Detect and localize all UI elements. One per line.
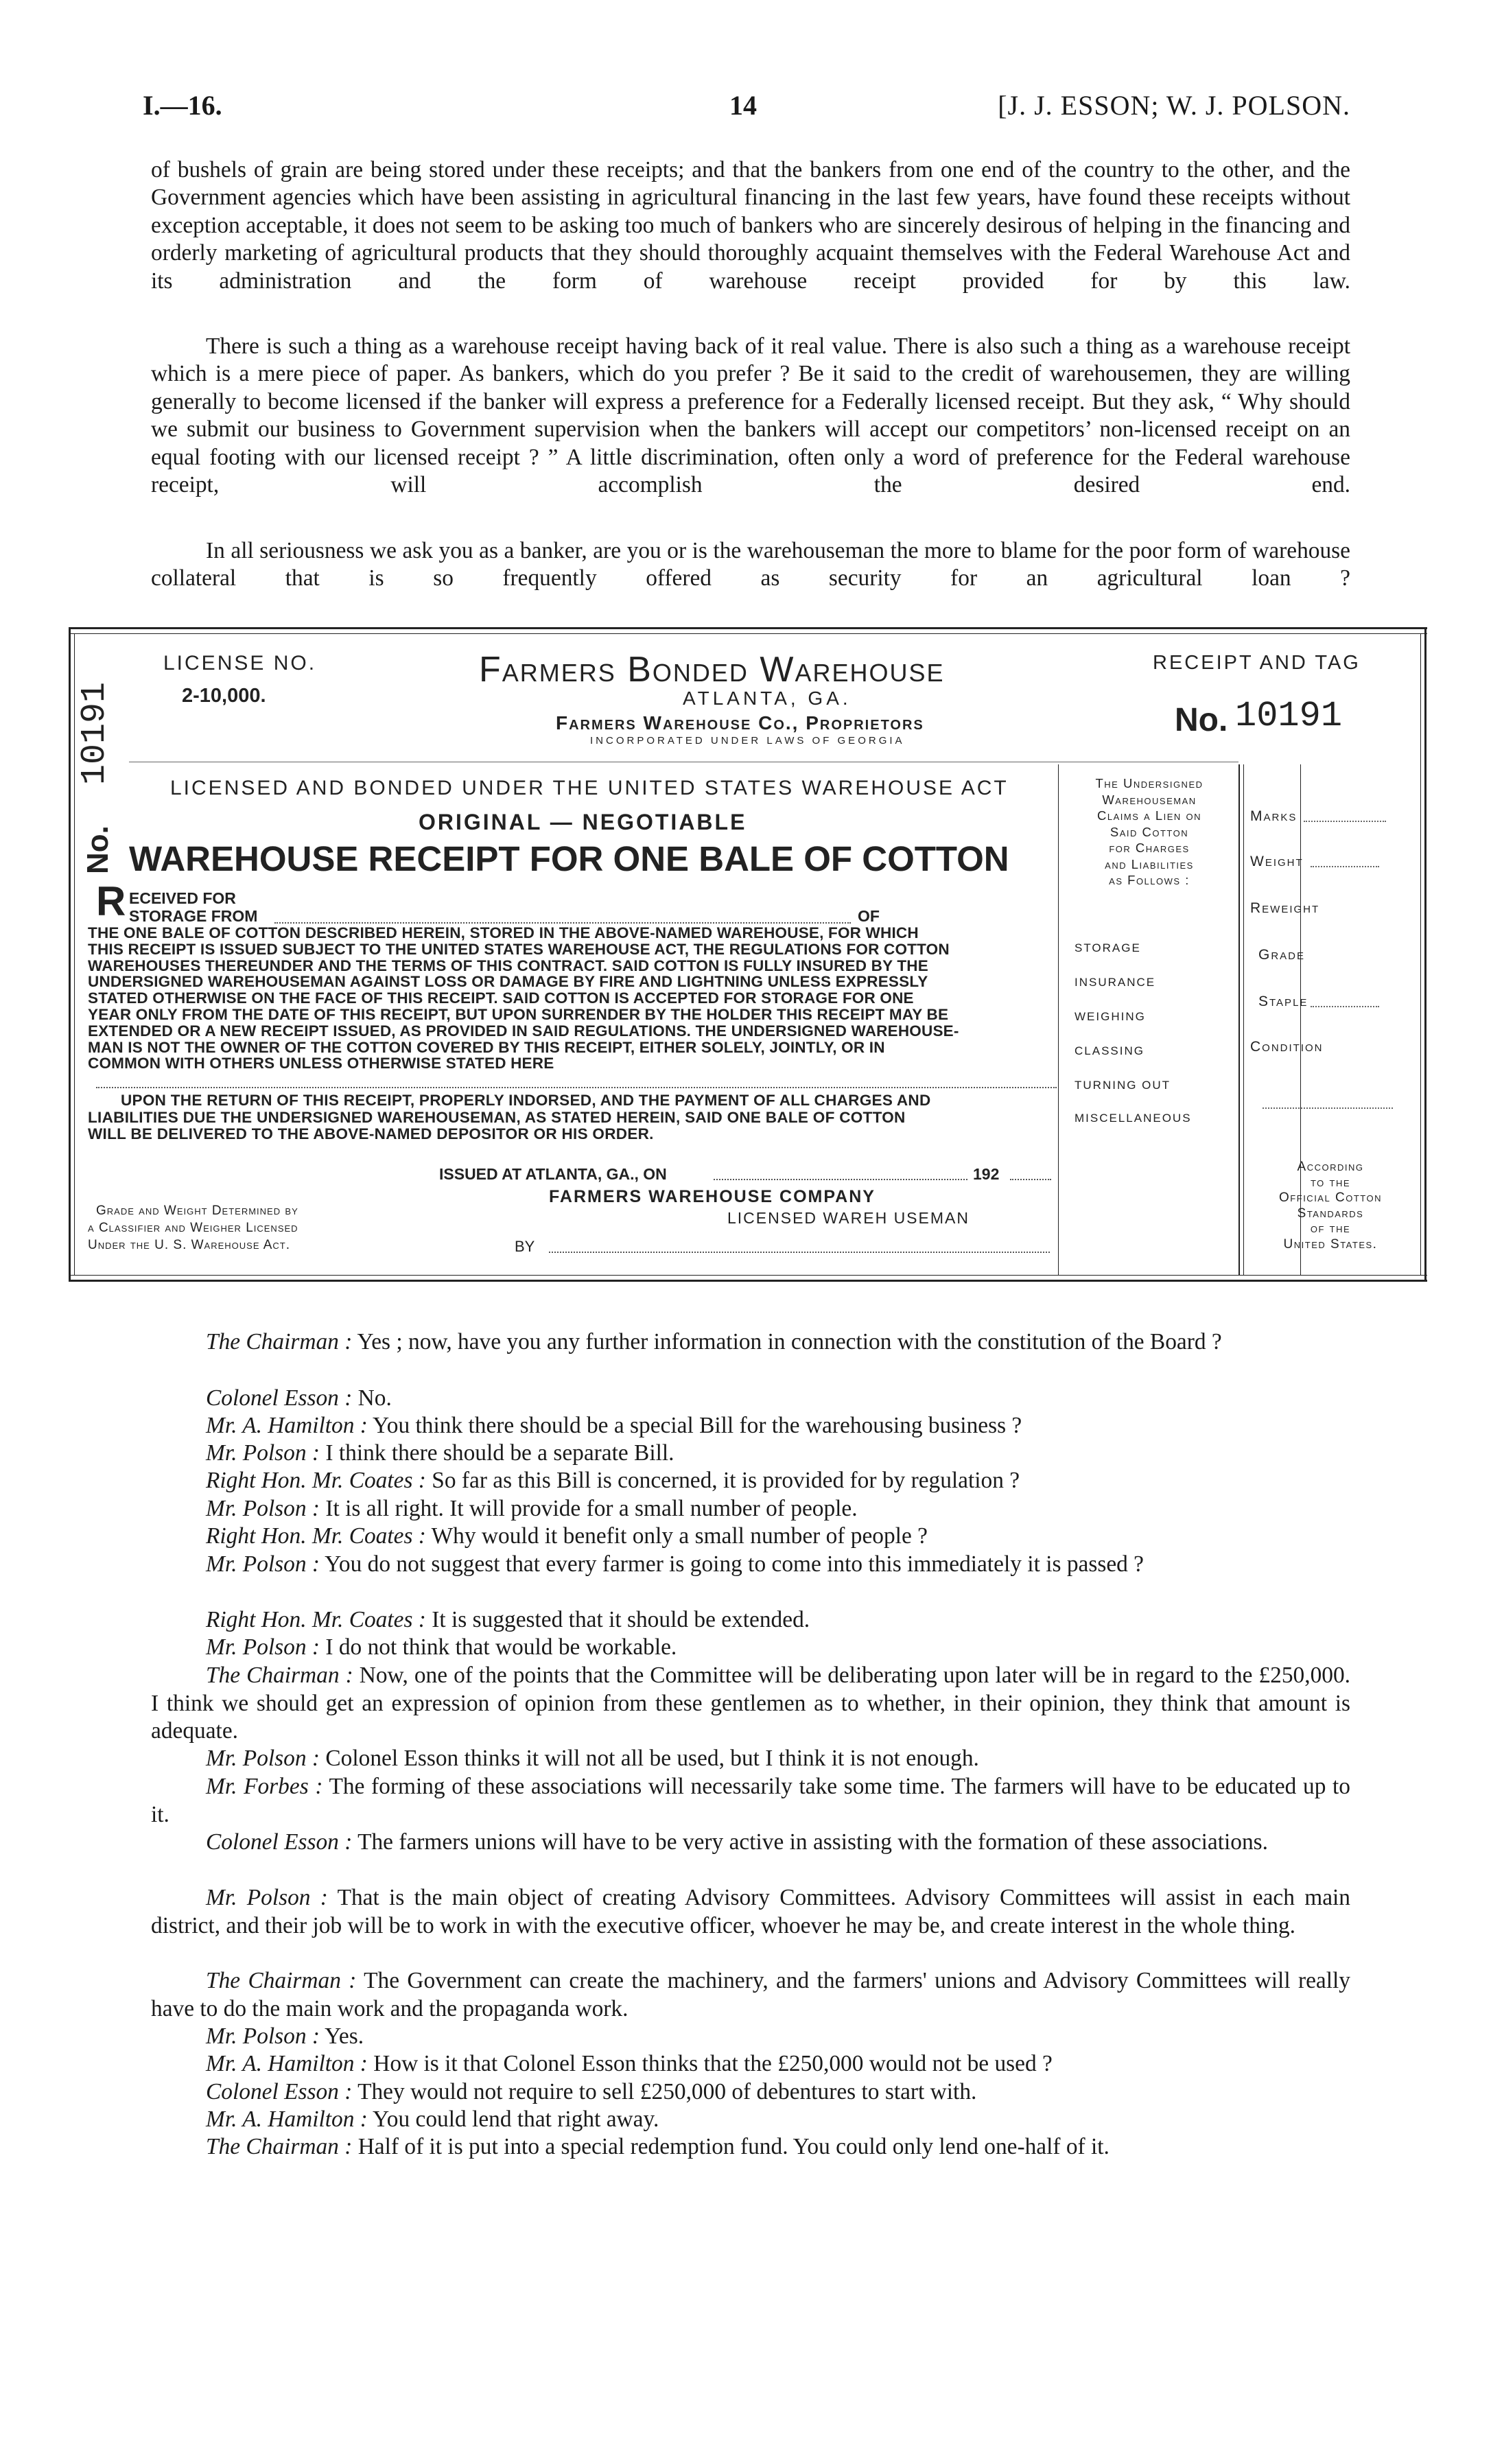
receipt-return-terms — [88, 1092, 1055, 1143]
terms-line: STATED OTHERWISE ON THE FACE OF THIS RECEIPT. SAID COTTON IS ACCEPTED FOR STORAGE FOR ONE — [88, 989, 914, 1007]
licensed-line: LICENSED AND BONDED UNDER THE UNITED STATES WAREHOUSE ACT — [170, 777, 1009, 799]
dialogue-speaker: The Chairman : — [206, 2134, 353, 2159]
field-marks: Marks — [1250, 808, 1298, 824]
dialogue-text: So far as this Bill is concerned, it is provided for by regulation ? — [425, 1468, 1020, 1493]
dialogue-speaker: Mr. Polson : — [206, 1440, 320, 1466]
dialogue-text: Colonel Esson thinks it will not all be used, but I think it is not enough. — [320, 1746, 979, 1771]
charge-insurance: INSURANCE — [1075, 976, 1156, 989]
dialogue-entry — [151, 2078, 1350, 2107]
dialogue-entry — [151, 1551, 1350, 1579]
dialogue-speaker: The Chairman : — [206, 1329, 353, 1354]
dialogue-text: Now, one of the points that the Committee will be deliberating upon later will be in regard to the £250,000. I think we should get an expression of opinion from these gentlemen as to whether, in their opinion, they think that amount is adequate. — [151, 1663, 1351, 1744]
dialogue-entry — [151, 1662, 1350, 1746]
terms-line: THIS RECEIPT IS ISSUED SUBJECT TO THE UNITED STATES WAREHOUSE ACT, THE REGULATIONS FOR COTTON — [88, 940, 950, 958]
page-number: 14 — [729, 90, 757, 121]
received-for: ECEIVED FOR — [129, 889, 236, 907]
field-condition: Condition — [1250, 1039, 1324, 1055]
dialogue-entry — [151, 1523, 1350, 1551]
dialogue-speaker: Mr. Polson : — [206, 2023, 320, 2049]
grade-note-2: a Classifier and Weigher Licensed — [88, 1221, 298, 1235]
field-weight: Weight — [1250, 854, 1304, 869]
standards-line: to the — [1310, 1175, 1351, 1190]
proprietors: Farmers Warehouse Co., Proprietors — [556, 712, 924, 734]
charge-miscellaneous: MISCELLANEOUS — [1075, 1112, 1192, 1125]
lien-line: for Charges — [1109, 841, 1190, 855]
dialogue-entry — [151, 1773, 1350, 1829]
lien-line: Claims a Lien on — [1097, 808, 1201, 823]
dialogue-speaker: Colonel Esson : — [206, 1829, 353, 1855]
page-header — [143, 89, 1350, 130]
issued-at: ISSUED AT ATLANTA, GA., ON — [439, 1165, 667, 1183]
page-ref: I.—16. — [143, 90, 222, 121]
intro-paragraph-2: There is such a thing as a warehouse receipt having back of it real value. There is also such a thing as a warehouse receipt which is a mere piece of paper. As bankers, which do you prefer ? Be it said to the credit of warehousemen, they are willing generally to become licensed if the banker will express a preference for a Federally licensed receipt. But they ask, “ Why should we submit our business to Government supervision when the bankers will accept our competitors’ non-licensed receipt on an equal footing with our licensed receipt ? ” A little discrimination, often only a word of preference for the Federal warehouse receipt, will accomplish the desired end. — [151, 333, 1350, 498]
terms-line: EXTENDED OR A NEW RECEIPT ISSUED, AS PROVIDED IN SAID REGULATIONS. THE UNDERSIGNED WAREHOUSE- — [88, 1022, 959, 1040]
dialogue-speaker: Mr. A. Hamilton : — [206, 1413, 368, 1438]
farmers-company: FARMERS WAREHOUSE COMPANY — [549, 1187, 876, 1206]
dialogue-speaker: Right Hon. Mr. Coates : — [206, 1523, 426, 1549]
terms-line: WAREHOUSES THEREUNDER AND THE TERMS OF THIS CONTRACT. SAID COTTON IS FULLY INSURED BY THE — [88, 957, 928, 974]
standards-line: United States. — [1283, 1236, 1378, 1252]
dialogue-speaker: Mr. Polson : — [206, 1885, 328, 1910]
dialogue-entry — [151, 2106, 1350, 2134]
lien-line: Said Cotton — [1110, 824, 1189, 839]
dialogue-entry — [151, 1634, 1350, 1662]
dialogue-speaker: Right Hon. Mr. Coates : — [206, 1468, 426, 1493]
dialogue-speaker: The Chairman : — [206, 1968, 357, 1993]
intro-paragraph-1: of bushels of grain are being stored under these receipts; and that the bankers from one end of the country to the other, and the Government agencies which have been assisting in agricultural financing in the last few years, have found these receipts without exception acceptable, it does not seem to be asking too much of bankers who are sincerely desirous of helping in the financing and orderly marketing of agricultural products that they should thoroughly acquaint themselves with the Federal Warehouse Act and its administration and the form of warehouse receipt provided for by this law. — [151, 157, 1350, 294]
terms-line: COMMON WITH OTHERS UNLESS OTHERWISE STATED HERE — [88, 1055, 554, 1072]
standards-line: According — [1297, 1160, 1364, 1174]
license-label: LICENSE NO. — [163, 652, 317, 674]
field-staple: Staple — [1258, 994, 1308, 1009]
dialogue-entry — [151, 1412, 1350, 1440]
dialogue-entry — [151, 1967, 1350, 2023]
dialogue-text: Why would it benefit only a small number of people ? — [425, 1523, 928, 1549]
dialogue-text: Yes. — [320, 2023, 364, 2049]
by-label: BY — [515, 1238, 535, 1255]
intro-paragraph-3: In all seriousness we ask you as a banker, are you or is the warehouseman the more to blame for the poor form of warehouse collateral that is so frequently offered as security for an agricultural loan ? — [151, 538, 1350, 591]
standards-note — [1243, 1160, 1418, 1252]
lien-note — [1061, 775, 1238, 889]
charge-classing: CLASSING — [1075, 1044, 1144, 1057]
dialogue-entry — [151, 1745, 1350, 1773]
receipt-no-label: No. — [1175, 702, 1228, 738]
standards-line: of the — [1310, 1221, 1351, 1236]
charge-storage: STORAGE — [1075, 941, 1141, 954]
dialogue-entry — [151, 1467, 1350, 1495]
dialogue-text: I do not think that would be workable. — [320, 1634, 677, 1660]
lien-line: and Liabilities — [1105, 856, 1194, 871]
licensed-warehouseman: LICENSED WAREH USEMAN — [727, 1209, 970, 1227]
dialogue-entry — [151, 1385, 1350, 1413]
company-name: Farmers Bonded Warehouse — [479, 650, 945, 690]
side-receipt-number: 10191 — [75, 681, 115, 785]
charge-weighing: WEIGHING — [1075, 1010, 1146, 1023]
dialogue-speaker: Mr. Polson : — [206, 1634, 320, 1660]
dialogue-text: It is all right. It will provide for a small number of people. — [320, 1496, 858, 1521]
dialogue-entry — [151, 1440, 1350, 1468]
terms-line: THE ONE BALE OF COTTON DESCRIBED HEREIN, STORED IN THE ABOVE-NAMED WAREHOUSE, FOR WHICH — [88, 924, 919, 941]
terms-line: YEAR ONLY FROM THE DATE OF THIS RECEIPT, BUT UPON SURRENDER BY THE HOLDER THIS RECEIPT MAY BE — [88, 1005, 949, 1023]
receipt-number: 10191 — [1235, 696, 1343, 736]
dialogue-entry — [151, 1884, 1350, 1940]
terms-line: MAN IS NOT THE OWNER OF THE COTTON COVERED BY THIS RECEIPT, EITHER SOLELY, JOINTLY, OR IN — [88, 1038, 885, 1056]
terms-line: UNDERSIGNED WAREHOUSEMAN AGAINST LOSS OR DAMAGE BY FIRE AND LIGHTNING UNLESS EXPRESSLY — [88, 973, 928, 991]
warehouse-receipt-form — [69, 627, 1427, 1286]
dialogue-text: Yes ; now, have you any further information in connection with the constitution of the Board ? — [352, 1329, 1222, 1354]
received-drop-cap: R — [96, 878, 126, 924]
dialogue-text: They would not require to sell £250,000 of debentures to start with. — [352, 2079, 977, 2104]
dialogue-entry — [151, 1328, 1350, 1357]
dialogue-text: How is it that Colonel Esson thinks that the £250,000 would not be used ? — [367, 2051, 1053, 2076]
dialogue-text: The forming of these associations will necessarily take some time. The farmers will have to be educated up to it. — [151, 1774, 1350, 1827]
return-line: UPON THE RETURN OF THIS RECEIPT, PROPERLY INDORSED, AND THE PAYMENT OF ALL CHARGES AND — [121, 1092, 931, 1109]
page-authors: [J. J. ESSON; W. J. POLSON. — [998, 90, 1350, 121]
side-no-label: No. — [81, 825, 115, 874]
dialogue-entry — [151, 2050, 1350, 2078]
dialogue-text: No. — [352, 1385, 392, 1411]
dialogue-speaker: Colonel Esson : — [206, 1385, 353, 1411]
of-label: OF — [858, 907, 880, 925]
dialogue-text: The Government can create the machinery, and the farmers' unions and Advisory Committees will really have to do the main work and the propaganda work. — [151, 1968, 1350, 2021]
standards-line: Standards — [1297, 1206, 1364, 1221]
return-line: LIABILITIES DUE THE UNDERSIGNED WAREHOUSEMAN, AS STATED HEREIN, SAID ONE BALE OF COTTON — [88, 1108, 906, 1126]
charge-turning-out: TURNING OUT — [1075, 1079, 1171, 1092]
dialogue-text: You could lend that right away. — [367, 2107, 659, 2132]
dialogue-speaker: Colonel Esson : — [206, 2079, 353, 2104]
receipt-title: WAREHOUSE RECEIPT FOR ONE BALE OF COTTON — [129, 839, 1009, 878]
issued-year: 192 — [973, 1165, 1000, 1183]
dialogue-text: The farmers unions will have to be very active in assisting with the formation of these associations. — [352, 1829, 1269, 1855]
dialogue-text: I think there should be a separate Bill. — [320, 1440, 674, 1466]
dialogue-speaker: Mr. A. Hamilton : — [206, 2051, 368, 2076]
original-negotiable: ORIGINAL — NEGOTIABLE — [419, 810, 747, 834]
dialogue-text: It is suggested that it should be extended. — [425, 1607, 810, 1632]
field-grade: Grade — [1258, 947, 1306, 963]
license-number: 2-10,000. — [182, 685, 266, 707]
dialogue-text: You do not suggest that every farmer is going to come into this immediately it is passed ? — [320, 1551, 1144, 1577]
field-reweight: Reweight — [1250, 900, 1320, 916]
dialogue-entry — [151, 2023, 1350, 2051]
standards-line: Official Cotton — [1279, 1190, 1382, 1205]
dialogue-speaker: Mr. Forbes : — [206, 1774, 323, 1799]
return-line: WILL BE DELIVERED TO THE ABOVE-NAMED DEPOSITOR OR HIS ORDER. — [88, 1125, 654, 1142]
dialogue-speaker: Mr. Polson : — [206, 1551, 320, 1577]
storage-from: STORAGE FROM — [129, 907, 258, 925]
dialogue-speaker: Mr. A. Hamilton : — [206, 2107, 368, 2132]
dialogue-text: You think there should be a special Bill for the warehousing business ? — [367, 1413, 1022, 1438]
dialogue-speaker: Mr. Polson : — [206, 1496, 320, 1521]
dialogue-entry — [151, 1829, 1350, 1857]
dialogue-speaker: Mr. Polson : — [206, 1746, 320, 1771]
dialogue-speaker: The Chairman : — [206, 1663, 353, 1688]
dialogue-text: Half of it is put into a special redemption fund. You could only lend one-half of it. — [352, 2134, 1110, 2159]
dialogue-entry — [151, 1606, 1350, 1634]
dialogue-text: That is the main object of creating Advisory Committees. Advisory Committees will assist in each main district, and their job will be to work in with the executive officer, whoever he may be, and create interest in the whole thing. — [151, 1885, 1350, 1938]
receipt-and-tag: RECEIPT AND TAG — [1153, 652, 1361, 674]
dialogue-speaker: Right Hon. Mr. Coates : — [206, 1607, 426, 1632]
lien-line: as Follows : — [1109, 873, 1190, 887]
dialogue-entry — [151, 1495, 1350, 1523]
grade-note-3: Under the U. S. Warehouse Act. — [88, 1238, 291, 1252]
dialogue-entry — [151, 2133, 1350, 2161]
grade-note-1: Grade and Weight Determined by — [96, 1204, 298, 1218]
incorporated-note: INCORPORATED UNDER LAWS OF GEORGIA — [590, 735, 905, 747]
lien-line: The Undersigned — [1095, 776, 1204, 790]
company-city: ATLANTA, GA. — [683, 688, 852, 709]
receipt-terms — [88, 925, 1055, 1072]
lien-line: Warehouseman — [1102, 792, 1197, 807]
